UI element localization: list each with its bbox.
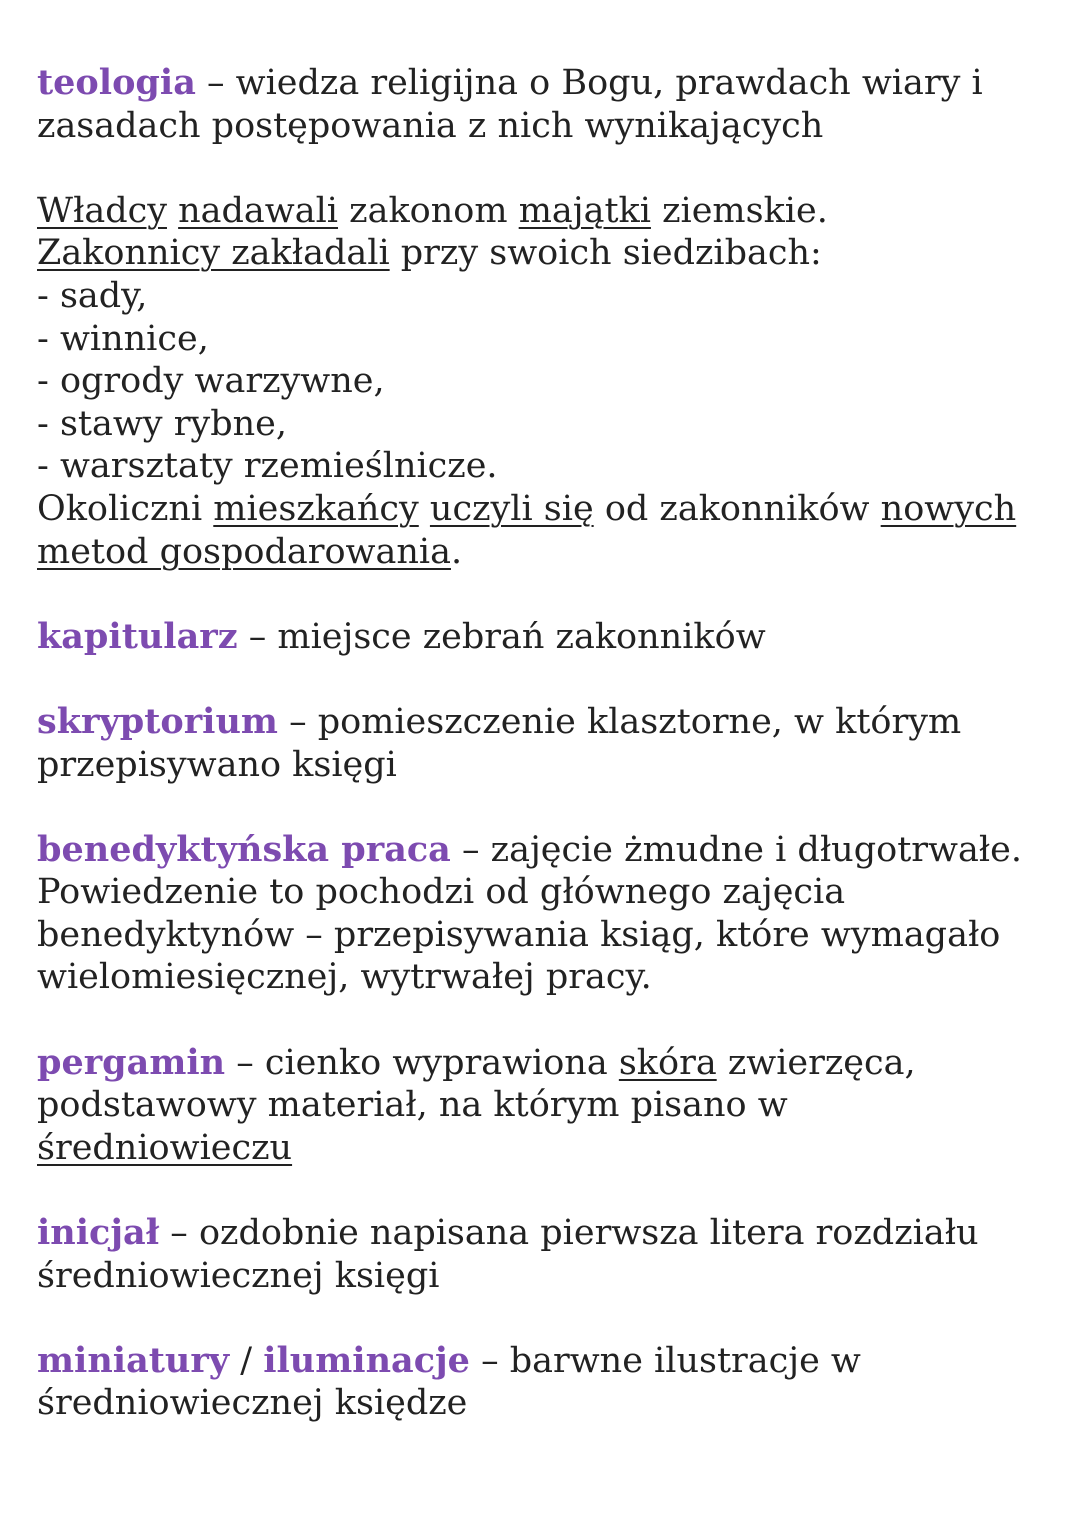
- underlined-word: Zakonnicy zakładali: [37, 233, 390, 274]
- dash: –: [237, 616, 278, 657]
- text: od zakonników: [604, 488, 870, 529]
- term-inicjal: inicjał: [37, 1212, 160, 1254]
- definition-text: wiedza religijna o Bogu, prawdach wiary i: [235, 63, 983, 103]
- list-item: - stawy rybne,: [37, 403, 287, 444]
- monasteries-paragraph: [37, 190, 1047, 573]
- teologia-line-1: [37, 62, 1047, 105]
- pergamin-line-1: [37, 1042, 1047, 1085]
- definition-text: barwne ilustracje w: [509, 1340, 861, 1381]
- inicjal-line-1: [37, 1212, 1047, 1255]
- definition-text: miejsce zebrań zakonników: [277, 616, 766, 657]
- definition-pergamin: [37, 1042, 1047, 1170]
- term-teologia: teologia: [37, 62, 196, 103]
- text: Okoliczni: [37, 488, 203, 529]
- miniatury-line-1: [37, 1340, 1047, 1383]
- paragraph-line: [37, 190, 1047, 233]
- kapitularz-line-1: [37, 616, 1047, 659]
- term-iluminacje: iluminacje: [263, 1339, 470, 1381]
- underlined-word: nadawali: [178, 190, 339, 231]
- definition-text: zwierzęca,: [727, 1042, 916, 1083]
- skryptorium-line-1: [37, 701, 1047, 744]
- definition-text: benedyktynów – przepisywania ksiąg, które wymagało: [37, 914, 1001, 955]
- dash: –: [225, 1042, 265, 1083]
- underlined-word: majątki: [518, 190, 651, 231]
- definition-skryptorium: [37, 701, 1047, 786]
- underlined-word: Władcy: [37, 190, 167, 231]
- definition-benedyktynska-praca: [37, 829, 1047, 999]
- definition-text: Powiedzenie to pochodzi od głównego zajęcia: [37, 872, 846, 913]
- underlined-word: mieszkańcy: [213, 488, 419, 529]
- text: ziemskie.: [662, 190, 828, 231]
- text: .: [450, 531, 463, 572]
- term-skryptorium: skryptorium: [37, 700, 278, 742]
- underlined-word: skóra: [618, 1042, 717, 1083]
- definition-text: średniowiecznej księdze: [37, 1383, 468, 1424]
- definition-text: ozdobnie napisana pierwsza litera rozdziału: [198, 1213, 979, 1254]
- dash: –: [469, 1340, 510, 1381]
- paragraph-line: [37, 531, 1047, 574]
- definition-text: pomieszczenie klasztorne, w którym: [317, 701, 962, 742]
- benedyktynska-line-1: [37, 829, 1047, 872]
- text: przy swoich siedzibach:: [400, 233, 822, 274]
- underlined-word: uczyli się: [429, 488, 594, 529]
- definition-text: zasadach postępowania z nich wynikających: [37, 105, 824, 146]
- list-item: - winnice,: [37, 318, 209, 359]
- underlined-word: nowych: [880, 488, 1017, 529]
- dash: –: [159, 1213, 199, 1254]
- list-item: - ogrody warzywne,: [37, 361, 385, 402]
- term-benedyktynska-praca: benedyktyńska praca: [37, 828, 451, 870]
- underlined-word: metod gospodarowania: [37, 531, 451, 572]
- pergamin-line-3: [37, 1127, 1047, 1170]
- paragraph-line: [37, 232, 1047, 275]
- dash: –: [195, 63, 236, 103]
- definition-inicjal: [37, 1212, 1047, 1297]
- dash: –: [450, 829, 491, 870]
- paragraph-line: [37, 488, 1047, 531]
- notes-page: [37, 62, 1047, 1425]
- definition-text: podstawowy materiał, na którym pisano w: [37, 1085, 788, 1126]
- definition-text: średniowiecznej księgi: [37, 1255, 440, 1296]
- definition-text: zajęcie żmudne i długotrwałe.: [490, 829, 1022, 870]
- term-kapitularz: kapitularz: [37, 615, 238, 657]
- list-item: - warsztaty rzemieślnicze.: [37, 446, 498, 487]
- term-pergamin: pergamin: [37, 1041, 226, 1083]
- dash: –: [277, 701, 318, 742]
- slash: /: [229, 1340, 264, 1381]
- definition-miniatury: [37, 1340, 1047, 1425]
- definition-text: przepisywano księgi: [37, 744, 397, 785]
- definition-text: wielomiesięcznej, wytrwałej pracy.: [37, 957, 652, 998]
- list-item: - sady,: [37, 275, 148, 316]
- underlined-word: średniowieczu: [37, 1127, 293, 1168]
- term-miniatury: miniatury: [37, 1339, 230, 1381]
- text: zakonom: [349, 190, 508, 231]
- definition-text: cienko wyprawiona: [264, 1042, 608, 1083]
- definition-teologia: [37, 62, 1047, 147]
- definition-kapitularz: [37, 616, 1047, 659]
